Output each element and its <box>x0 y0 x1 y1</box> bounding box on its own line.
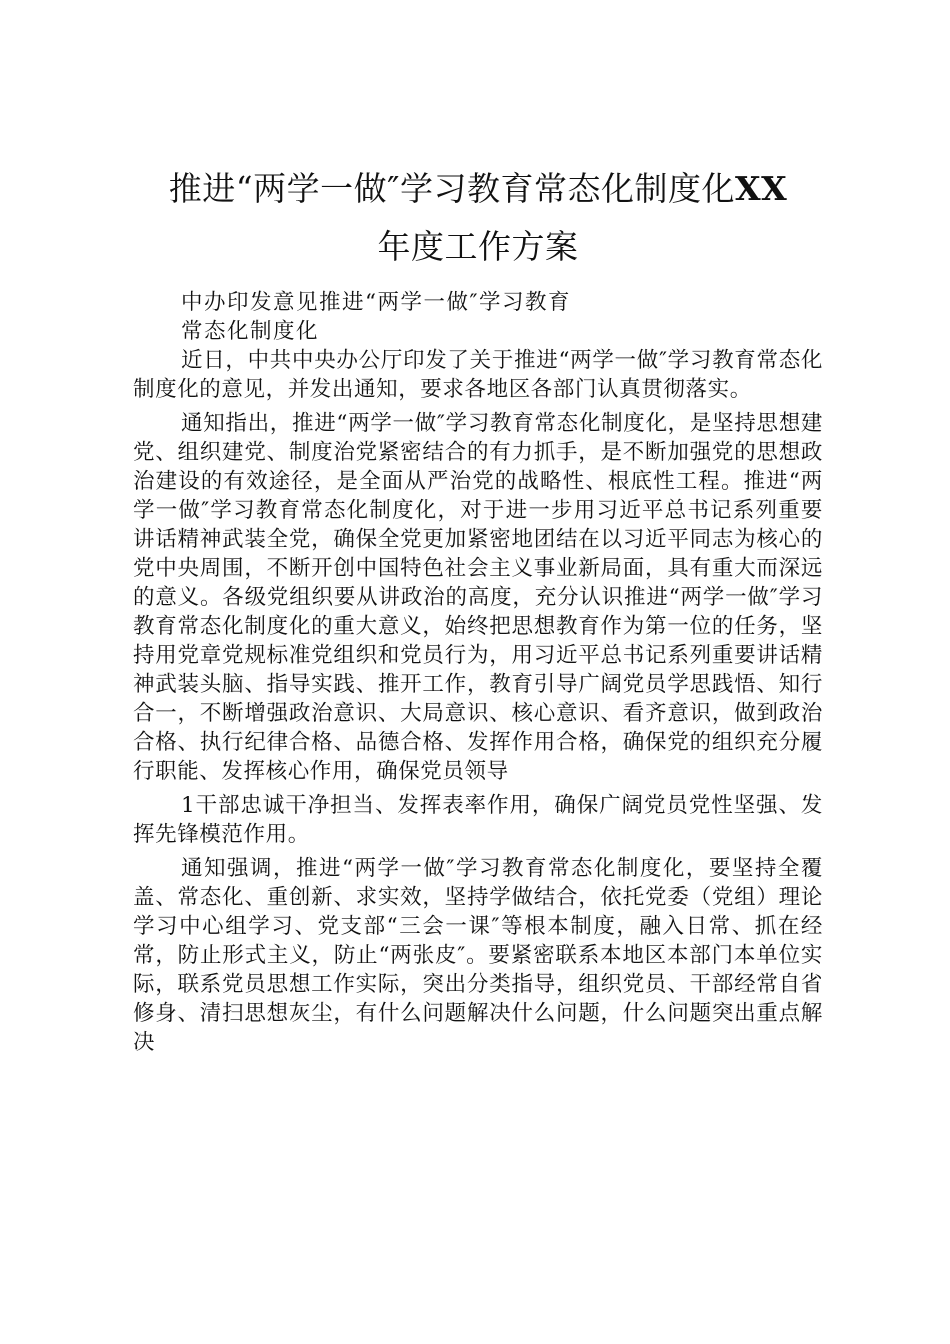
paragraph-intro: 近日，中共中央办公厅印发了关于推进“两学一做″学习教育常态化制度化的意见，并发出通知，要求各地区各部门认真贯彻落实。 <box>133 348 823 402</box>
title-line1 <box>169 169 787 208</box>
paragraph-notice: 通知指出，推进“两学一做″学习教育常态化制度化，是坚持思想建党、组织建党、制度治党紧密结合的有力抓手，是不断加强党的思想政治建设的有效途径，是全面从严治党的战略性、根底性工程。推进“两学一做″学习教育常态化制度化，对于进一步用习近平总书记系列重要讲话精神武装全党，确保全党更加紧密地团结在以习近平同志为核心的党中央周围，不断开创中国特色社会主义事业新局面，具有重大而深远的意义。各级党组织要从讲政治的高度，充分认识推进“两学一做″学习教育常态化制度化的重大意义，始终把思想教育作为第一位的任务，坚持用党章党规标准党组织和党员行为，用习近平总书记系列重要讲话精神武装头脑、指导实践、推开工作，教育引导广阔党员学思践悟、知行合一，不断增强政治意识、大局意识、核心意识、看齐意识，做到政治合格、执行纪律合格、品德合格、发挥作用合格，确保党的组织充分履行职能、发挥核心作用，确保党员领导 <box>133 411 823 784</box>
title-text-year: XX <box>734 169 788 208</box>
paragraph-cadres: 1干部忠诚干净担当、发挥表率作用，确保广阔党员党性坚强、发挥先锋模范作用。 <box>133 793 823 847</box>
subtitle-line2: 常态化制度化 <box>181 319 320 344</box>
title-text-main: 推进“两学一做″学习教育常态化制度化 <box>168 169 735 208</box>
title-line2: 年度工作方案 <box>377 227 579 266</box>
subtitle <box>133 288 823 346</box>
document-page <box>133 160 823 1057</box>
document-title <box>133 160 823 276</box>
paragraph-emphasis: 通知强调，推进“两学一做″学习教育常态化制度化，要坚持全覆盖、常态化、重创新、求实效，坚持学做结合，依托党委（党组）理论学习中心组学习、党支部“三会一课″等根本制度，融入日常、抓在经常，防止形式主义，防止“两张皮″。要紧密联系本地区本部门本单位实际，联系党员思想工作实际，突出分类指导，组织党员、干部经常自省修身、清扫思想灰尘，有什么问题解决什么问题，什么问题突出重点解决 <box>133 856 823 1055</box>
subtitle-line1: 中办印发意见推进“两学一做″学习教育 <box>181 290 572 315</box>
